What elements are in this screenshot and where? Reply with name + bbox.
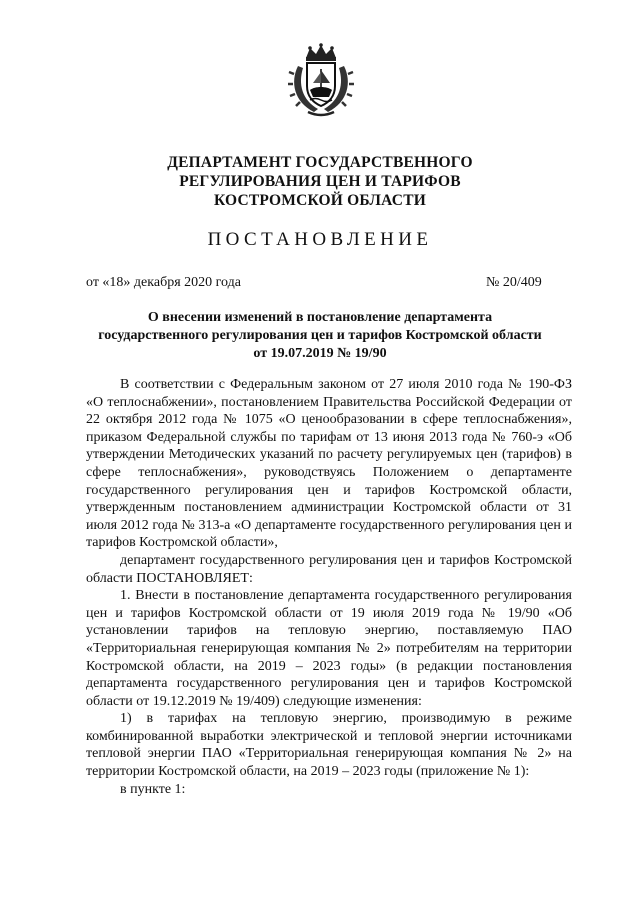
body-paragraph: в пункте 1:	[120, 781, 186, 797]
document-number: № 20/409	[486, 275, 542, 290]
department-name	[0, 153, 640, 210]
subject-line: государственного регулирования цен и тарифов Костромской области	[98, 328, 542, 343]
document-subject	[0, 309, 640, 363]
subject-line: от 19.07.2019 № 19/90	[253, 346, 387, 361]
document-body	[86, 376, 572, 798]
document-title: ПОСТАНОВЛЕНИЕ	[207, 229, 433, 250]
document-date: от «18» декабря 2020 года	[86, 275, 241, 290]
body-paragraph: 1) в тарифах на тепловую энергию, производимую в режиме комбинированной выработки электрической и тепловой энергии источниками тепловой энергии ПАО «Территориальная генерирующая компания № 2» на территории Костромской области, на 2019 – 2023 годы (приложение № 1):	[86, 711, 572, 780]
coat-of-arms-icon	[288, 42, 354, 118]
body-paragraph: департамент государственного регулирования цен и тарифов Костромской области ПОСТАНОВЛЯЕТ:	[86, 552, 572, 586]
department-name-line: РЕГУЛИРОВАНИЯ ЦЕН И ТАРИФОВ	[179, 173, 461, 190]
body-paragraph: В соответствии с Федеральным законом от 27 июля 2010 года № 190-ФЗ «О теплоснабжении», постановлением Правительства Российской Федерации от 22 октября 2012 года № 1075 «О ценообразовании в сфере теплоснабжения», приказом Федеральной службы по тарифам от 13 июня 2013 года № 760-э «Об утверждении Методических указаний по расчету регулируемых цен (тарифов) в сфере теплоснабжения», руководствуясь Положением о департаменте государственного регулирования цен и тарифов Костромской области, утвержденным постановлением администрации Костромской области от 31 июля 2012 года № 313-а «О департаменте государственного регулирования цен и тарифов Костромской области»,	[86, 377, 572, 551]
department-name-line: ДЕПАРТАМЕНТ ГОСУДАРСТВЕННОГО	[167, 154, 473, 171]
department-name-line: КОСТРОМСКОЙ ОБЛАСТИ	[213, 192, 426, 209]
body-paragraph: 1. Внести в постановление департамента государственного регулирования цен и тарифов Костромской области от 19 июля 2019 года № 19/90 «Об установлении тарифов на тепловую энергию, поставляемую ПАО «Территориальная генерирующая компания № 2» потребителям на территории Костромской области, на 2019 – 2023 годы» (в редакции постановления департамента государственного регулирования цен и тарифов Костромской области от 19.12.2019 № 19/409) следующие изменения:	[86, 588, 572, 709]
subject-line: О внесении изменений в постановление департамента	[147, 310, 493, 325]
